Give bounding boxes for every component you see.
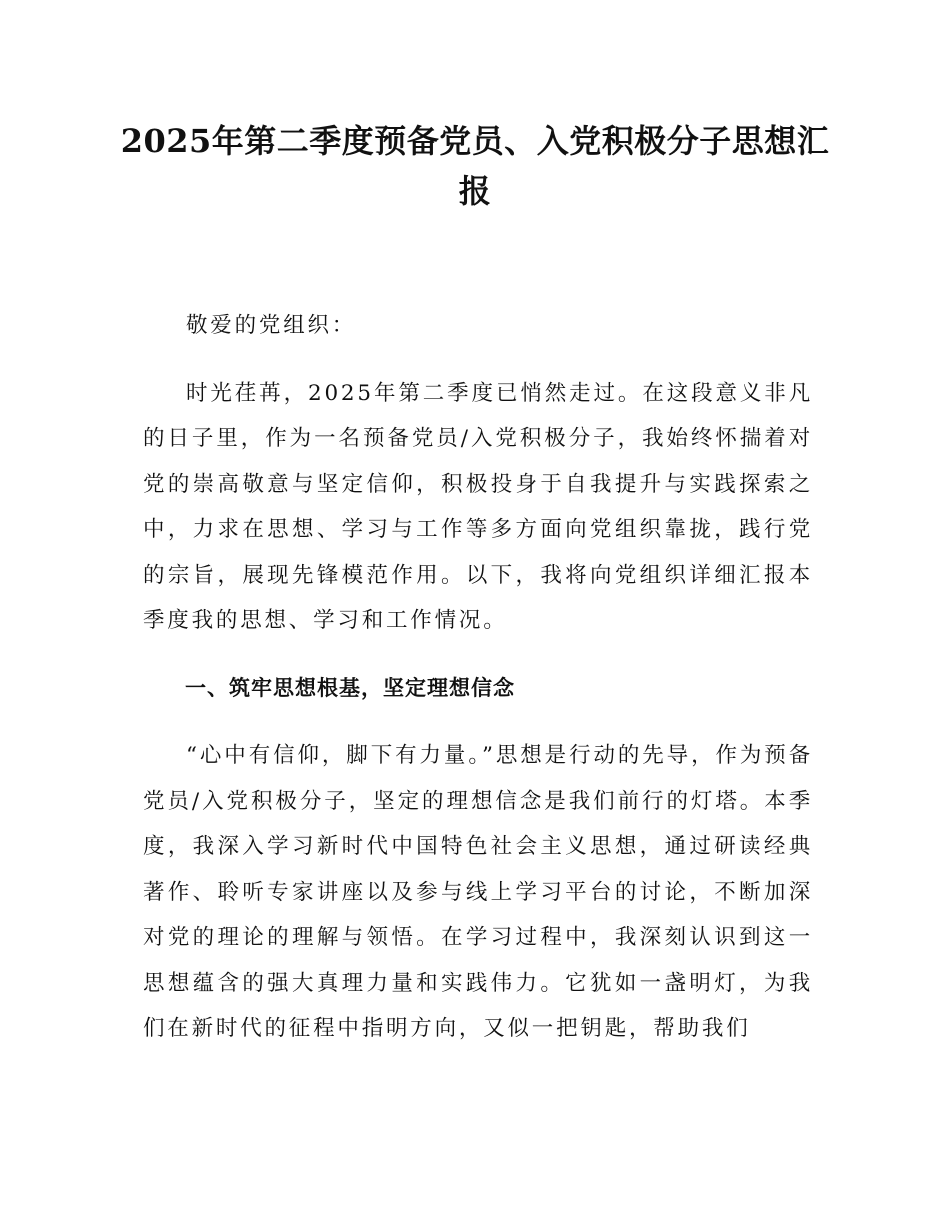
document-title: 2025年第二季度预备党员、入党积极分子思想汇报 — [120, 122, 830, 210]
intro-paragraph: 时光荏苒，2025年第二季度已悄然走过。在这段意义非凡的日子里，作为一名预备党员/入党积极分子，我始终怀揣着对党的崇高敬意与坚定信仰，积极投身于自我提升与实践探索之中，力求在思想、学习与工作等多方面向党组织靠拢，践行党的宗旨，展现先锋模范作用。以下，我将向党组织详细汇报本季度我的思想、学习和工作情况。 — [143, 380, 813, 633]
document-body — [143, 303, 813, 1052]
section-heading: 一、筑牢思想根基，坚定理想信念 — [185, 675, 515, 700]
salutation: 敬爱的党组织： — [186, 313, 357, 338]
section-paragraph: “心中有信仰，脚下有力量。”思想是行动的先导，作为预备党员/入党积极分子，坚定的理想信念是我们前行的灯塔。本季度，我深入学习新时代中国特色社会主义思想，通过研读经典著作、聆听专家讲座以及参与线上学习平台的讨论，不断加深对党的理论的理解与领悟。在学习过程中，我深刻认识到这一思想蕴含的强大真理力量和实践伟力。它犹如一盏明灯，为我们在新时代的征程中指明方向，又似一把钥匙，帮助我们 — [143, 743, 813, 1041]
